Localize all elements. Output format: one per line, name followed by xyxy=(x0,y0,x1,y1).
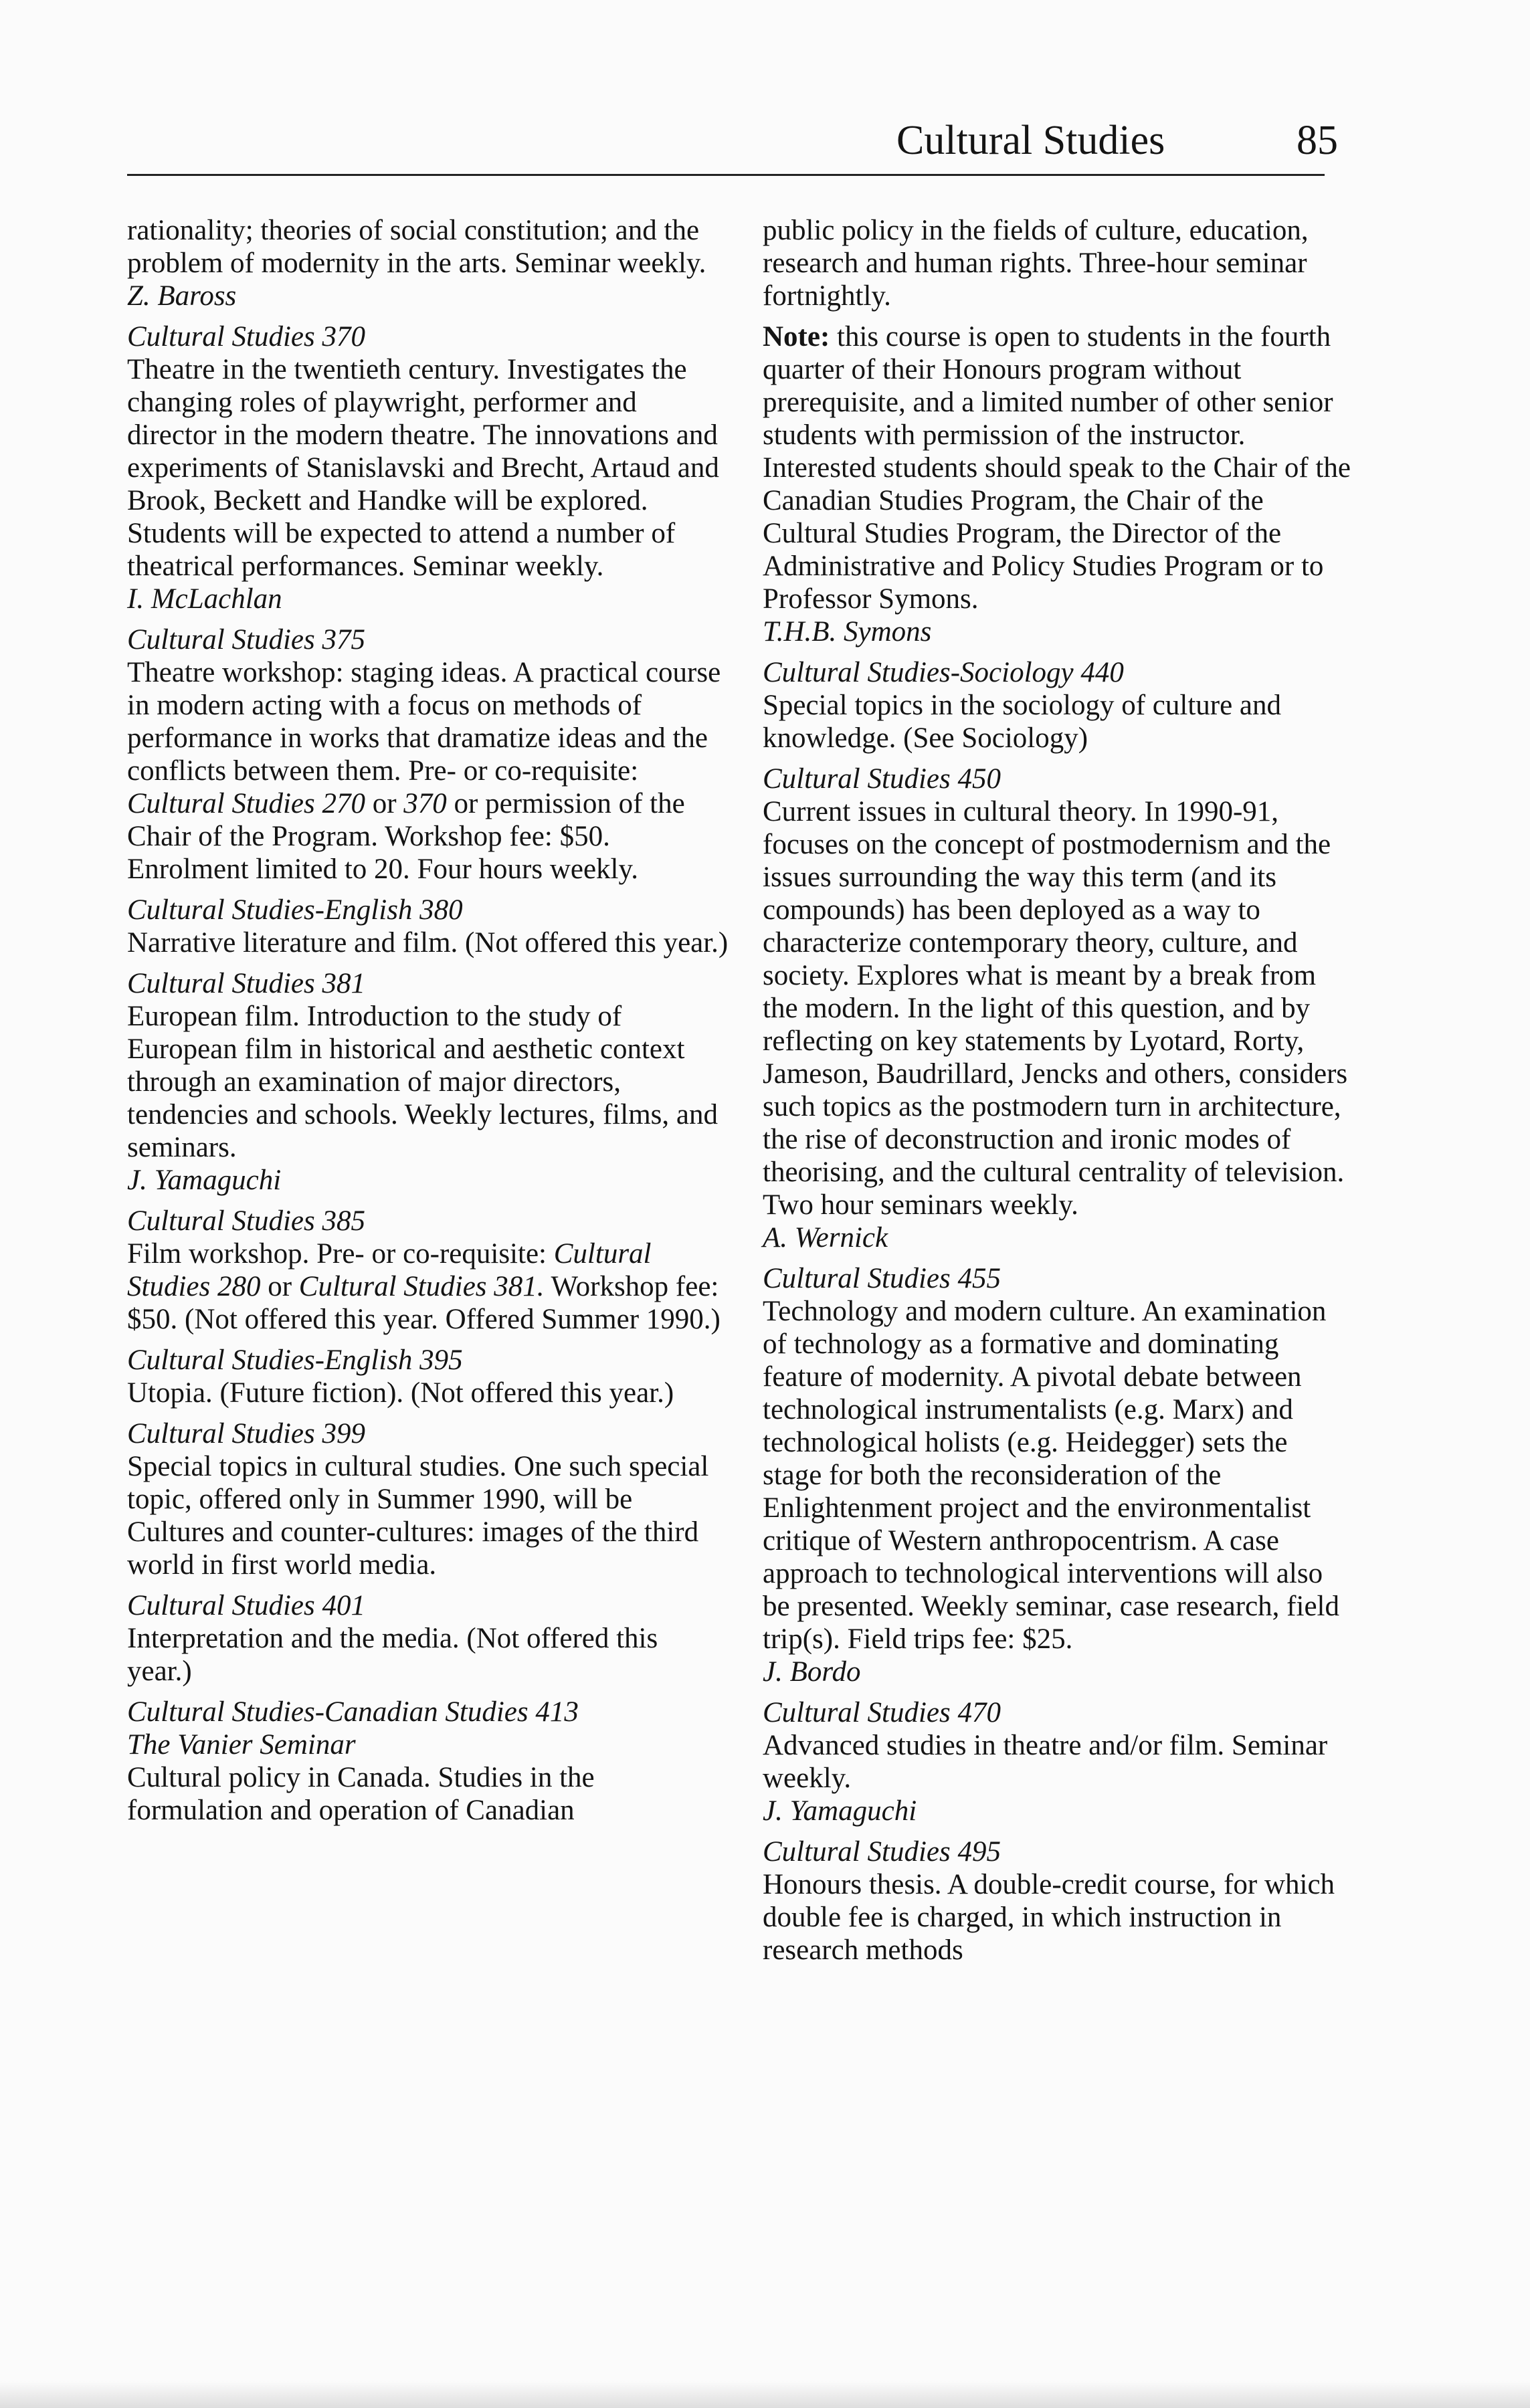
course-title: Cultural Studies-Sociology 440 xyxy=(763,657,1124,688)
course-description: European film. Introduction to the study of European film in historical and aesthetic context through an examination of major directors, tendencies and schools. Weekly lectures, films, and seminars. xyxy=(127,1001,718,1163)
course-description: Technology and modern culture. An examination of technology as a formative and dominating feature of modernity. A pivotal debate between technological instrumentalists (e.g. Marx) and technological holists (e.g. Heidegger) sets the stage for both the reconsideration of the Enlightenment project and the environmentalist critique of Western anthropocentrism. A case approach to technological interventions will also be presented. Weekly seminar, case research, field trip(s). Field trips fee: $25. xyxy=(763,1296,1339,1655)
course-description: Advanced studies in theatre and/or film. Seminar weekly. xyxy=(763,1730,1328,1794)
description-text: or permission of the Chair of the Program. Workshop fee: $50. Enrolment limited to 20. Four hours weekly. xyxy=(127,788,685,885)
course-title: Cultural Studies-Canadian Studies 413 xyxy=(127,1696,579,1728)
course-title: Cultural Studies 370 xyxy=(127,321,365,353)
course-title: Cultural Studies 470 xyxy=(763,1697,1001,1728)
course-entry xyxy=(127,1589,729,1688)
note-text xyxy=(763,320,1351,615)
course-entry xyxy=(763,1696,1351,1827)
description-text: Theatre workshop: staging ideas. A practical course in modern acting with a focus on methods of performance in works that dramatize ideas and the conflicts between them. Pre- or co-requisite: xyxy=(127,657,721,787)
header-rule xyxy=(127,174,1325,176)
course-entry xyxy=(127,894,729,959)
left-column xyxy=(127,214,729,1835)
description-text: this course is open to students in the fourth quarter of their Honours program without prerequisite, and a limited number of other senior students with permission of the instructor. Interested students should speak to the Chair of the Canadian Studies Program, the Chair of the Cultural Studies Program, the Director of the Administrative and Policy Studies Program or to Professor Symons. xyxy=(763,321,1351,615)
course-description: public policy in the fields of culture, education, research and human rights. Three-hour seminar fortnightly. xyxy=(763,215,1309,312)
course-reference: 370 xyxy=(403,788,447,819)
course-entry xyxy=(127,1696,729,1827)
course-entry xyxy=(763,656,1351,755)
instructor-name: J. Yamaguchi xyxy=(763,1795,917,1827)
course-title: Cultural Studies-English 395 xyxy=(127,1344,463,1376)
course-entry xyxy=(763,1835,1351,1967)
course-entry xyxy=(127,1205,729,1336)
course-description: Special topics in cultural studies. One such special topic, offered only in Summer 1990, will be Cultures and counter-cultures: images of the third world in first world media. xyxy=(127,1451,709,1581)
running-head xyxy=(803,110,1345,171)
course-description: Honours thesis. A double-credit course, for which double fee is charged, in which instruction in research methods xyxy=(763,1869,1335,1966)
course-entry xyxy=(763,214,1351,312)
course-title: Cultural Studies 495 xyxy=(763,1836,1001,1868)
course-subtitle: The Vanier Seminar xyxy=(127,1729,356,1761)
course-description: Special topics in the sociology of culture and knowledge. (See Sociology) xyxy=(763,690,1282,754)
course-title: Cultural Studies 401 xyxy=(127,1590,365,1621)
course-title: Cultural Studies 375 xyxy=(127,624,365,656)
course-entry xyxy=(127,1344,729,1409)
course-reference: Cultural Studies 270 xyxy=(127,788,365,819)
course-entry xyxy=(127,214,729,312)
course-title: Cultural Studies 381 xyxy=(127,968,365,999)
course-description xyxy=(127,1237,729,1336)
course-description: rationality; theories of social constitution; and the problem of modernity in the arts. Seminar weekly. xyxy=(127,215,706,279)
course-entry xyxy=(127,967,729,1197)
course-note xyxy=(763,320,1351,648)
description-text: or xyxy=(365,788,404,819)
course-description: Narrative literature and film. (Not offered this year.) xyxy=(127,927,729,959)
note-label: Note: xyxy=(763,321,830,353)
course-title: Cultural Studies 385 xyxy=(127,1205,365,1237)
instructor-name: J. Bordo xyxy=(763,1656,861,1688)
instructor-name: A. Wernick xyxy=(763,1222,888,1253)
course-description xyxy=(127,656,729,886)
section-title: Cultural Studies xyxy=(896,118,1165,163)
instructor-name: I. McLachlan xyxy=(127,583,282,615)
course-description: Current issues in cultural theory. In 1990-91, focuses on the concept of postmodernism and the issues surrounding the way this term (and its compounds) has been deployed as a way to characterize contemporary theory, culture, and society. Explores what is meant by a break from the modern. In the light of this question, and by reflecting on key statements by Lyotard, Rorty, Jameson, Baudrillard, Jencks and others, considers such topics as the postmodern turn in architecture, the rise of deconstruction and ironic modes of theorising, and the cultural centrality of television. Two hour seminars weekly. xyxy=(763,796,1348,1221)
description-text: or xyxy=(260,1271,299,1302)
course-entry xyxy=(127,623,729,886)
course-description: Cultural policy in Canada. Studies in the formulation and operation of Canadian xyxy=(127,1762,595,1826)
course-title: Cultural Studies 399 xyxy=(127,1418,365,1449)
page-number: 85 xyxy=(1297,118,1338,163)
course-title: Cultural Studies-English 380 xyxy=(127,894,463,926)
instructor-name: J. Yamaguchi xyxy=(127,1165,282,1196)
course-title: Cultural Studies 455 xyxy=(763,1263,1001,1294)
instructor-name: Z. Baross xyxy=(127,280,237,312)
course-reference: Cultural Studies 280 xyxy=(127,1238,652,1302)
course-reference: Cultural Studies 381. xyxy=(298,1271,545,1302)
course-description: Interpretation and the media. (Not offered this year.) xyxy=(127,1623,658,1687)
course-entry xyxy=(127,320,729,615)
course-entry xyxy=(763,1262,1351,1688)
course-entry xyxy=(763,763,1351,1254)
course-description: Utopia. (Future fiction). (Not offered this year.) xyxy=(127,1377,674,1409)
description-text: Workshop fee: $50. (Not offered this year. Offered Summer 1990.) xyxy=(127,1271,721,1335)
right-column xyxy=(763,214,1351,1975)
course-entry xyxy=(127,1417,729,1581)
course-description: Theatre in the twentieth century. Investigates the changing roles of playwright, performer and director in the modern theatre. The innovations and experiments of Stanislavski and Brecht, Artaud and Brook, Beckett and Handke will be explored. Students will be expected to attend a number of theatrical performances. Seminar weekly. xyxy=(127,354,719,582)
description-text: Film workshop. Pre- or co-requisite: xyxy=(127,1238,554,1270)
instructor-name: T.H.B. Symons xyxy=(763,616,932,647)
course-title: Cultural Studies 450 xyxy=(763,763,1001,795)
